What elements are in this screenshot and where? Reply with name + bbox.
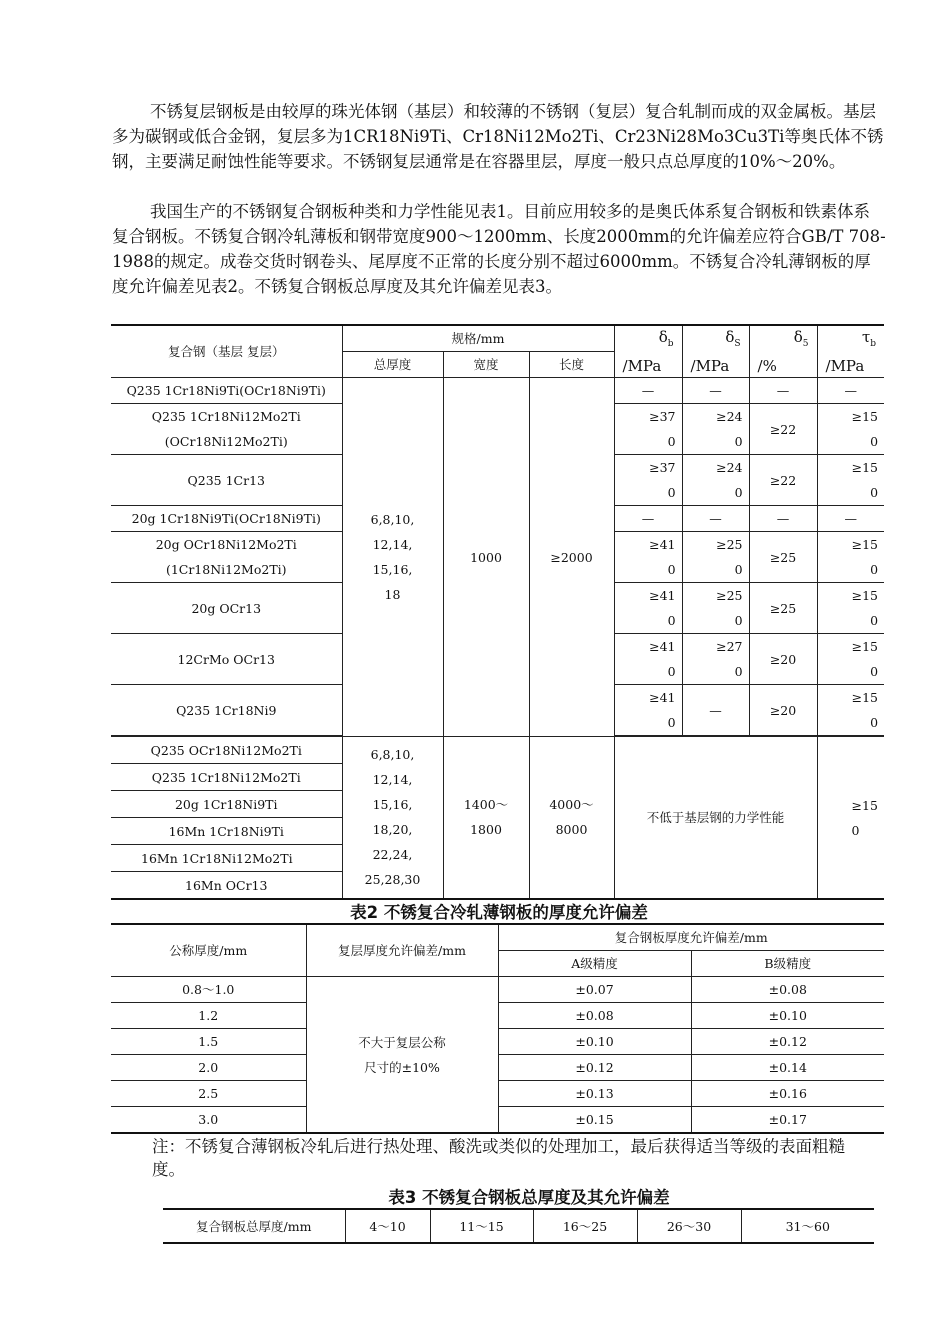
- grade-b-cell: ±0.14: [691, 1055, 884, 1081]
- tb-value: ≥15 0: [851, 537, 879, 577]
- steel-cell: Q235 1Cr18Ni12Mo2Ti: [111, 764, 342, 791]
- nominal-thickness-cell: 1.5: [111, 1029, 306, 1055]
- grade-b-cell: ±0.10: [691, 1003, 884, 1029]
- tb-value: ≥15 0: [851, 460, 879, 500]
- steel-cell: 16Mn OCr13: [111, 872, 342, 900]
- d5-cell: ≥25: [749, 532, 817, 583]
- d5-symbol: δ: [793, 328, 803, 346]
- group2-length: 4000～ 8000: [529, 737, 614, 900]
- db-cell: [614, 583, 682, 634]
- db-subscript: b: [667, 339, 674, 349]
- d5-unit: /%: [757, 357, 777, 375]
- nominal-thickness-cell: 3.0: [111, 1107, 306, 1134]
- ds-cell: —: [682, 685, 749, 736]
- group1-width: 1000: [443, 378, 529, 737]
- db-cell: —: [614, 506, 682, 532]
- tb-cell: [817, 532, 884, 583]
- tb-cell: [817, 583, 884, 634]
- header-db: [614, 325, 682, 378]
- thickness-range-cell: 31～60: [741, 1209, 874, 1243]
- d5-cell: —: [749, 378, 817, 404]
- tb-unit: /MPa: [825, 357, 865, 375]
- total-thickness-label: 复合钢板总厚度/mm: [163, 1209, 345, 1243]
- ds-cell: —: [682, 378, 749, 404]
- ds-cell: [682, 455, 749, 506]
- steel-cell: Q235 OCr18Ni12Mo2Ti: [111, 737, 342, 764]
- steel-cell: 12CrMo OCr13: [111, 634, 342, 685]
- steel-cell: Q235 1Cr18Ni12Mo2Ti (OCr18Ni12Mo2Ti): [111, 404, 342, 455]
- steel-cell: 20g OCr13: [111, 583, 342, 634]
- table-1-clad-steel-properties: [111, 324, 884, 900]
- group2-total-thickness: 6,8,10, 12,14, 15,16, 18,20, 22,24, 25,28,30: [342, 737, 443, 900]
- ds-cell: —: [682, 506, 749, 532]
- table-2-caption: 表2 不锈复合冷轧薄钢板的厚度允许偏差: [350, 903, 648, 922]
- ds-value: ≥25 0: [716, 588, 743, 628]
- ds-subscript: S: [734, 339, 741, 349]
- grade-b-cell: ±0.08: [691, 977, 884, 1003]
- steel-cell: Q235 1Cr13: [111, 455, 342, 506]
- ds-value: ≥24 0: [716, 460, 743, 500]
- table-row: [111, 1055, 884, 1081]
- thickness-range-cell: 26～30: [637, 1209, 741, 1243]
- table-row: [111, 737, 884, 764]
- intro-paragraph-1: [112, 99, 886, 174]
- ds-value: ≥27 0: [716, 639, 743, 679]
- db-cell: [614, 634, 682, 685]
- d5-cell: ≥22: [749, 404, 817, 455]
- header-clad-tolerance: 复层厚度允许偏差/mm: [306, 924, 498, 977]
- grade-a-cell: ±0.07: [498, 977, 691, 1003]
- tb-subscript: b: [870, 339, 877, 349]
- db-cell: —: [614, 378, 682, 404]
- tb-cell: —: [817, 506, 884, 532]
- tb-cell: [817, 455, 884, 506]
- clad-tolerance-cell: 不大于复层公称 尺寸的±10%: [306, 977, 498, 1134]
- thickness-range-cell: 16～25: [533, 1209, 637, 1243]
- ds-symbol: δ: [725, 328, 735, 346]
- ds-cell: [682, 634, 749, 685]
- table-row: [111, 378, 884, 404]
- grade-a-cell: ±0.12: [498, 1055, 691, 1081]
- intro-paragraph-1-text: 不锈复层钢板是由较厚的珠光体钢（基层）和较薄的不锈钢（复层）复合轧制而成的双金属板。基层多为碳钢或低合金钢，复层多为1CR18Ni9Ti、Cr18Ni12Mo2Ti、Cr23Ni28Mo3Cu3Ti等奥氏体不锈钢，主要满足耐蚀性能等要求。不锈钢复层通常是在容器里层，厚度一般只点总厚度的10%～20%。: [112, 102, 884, 171]
- header-nominal-thickness: 公称厚度/mm: [111, 924, 306, 977]
- nominal-thickness-cell: 2.0: [111, 1055, 306, 1081]
- db-cell: [614, 455, 682, 506]
- db-value: ≥41 0: [649, 588, 676, 628]
- d5-cell: ≥20: [749, 685, 817, 736]
- grade-b-cell: ±0.16: [691, 1081, 884, 1107]
- steel-cell: 20g 1Cr18Ni9Ti(OCr18Ni9Ti): [111, 506, 342, 532]
- db-value: ≥37 0: [649, 409, 676, 449]
- group2-width: 1400～ 1800: [443, 737, 529, 900]
- ds-value: ≥25 0: [716, 537, 743, 577]
- table2-header-row: [111, 924, 884, 951]
- tb-value: ≥15 0: [851, 690, 879, 730]
- header-width: 宽度: [443, 352, 529, 378]
- grade-b-cell: ±0.17: [691, 1107, 884, 1134]
- steel-cell: Q235 1Cr18Ni9Ti(OCr18Ni9Ti): [111, 378, 342, 404]
- header-composite-tolerance: 复合钢板厚度允许偏差/mm: [498, 924, 884, 951]
- header-total-thickness: 总厚度: [342, 352, 443, 378]
- group1-total-thickness: 6,8,10, 12,14, 15,16, 18: [342, 378, 443, 737]
- grade-a-cell: ±0.10: [498, 1029, 691, 1055]
- db-cell: [614, 685, 682, 736]
- thickness-range-cell: 4～10: [345, 1209, 430, 1243]
- ds-cell: [682, 404, 749, 455]
- grade-a-cell: ±0.15: [498, 1107, 691, 1134]
- grade-b-cell: ±0.12: [691, 1029, 884, 1055]
- intro-paragraph-2-text: 我国生产的不锈钢复合钢板种类和力学性能见表1。目前应用较多的是奥氏体系复合钢板和铁素体系复合钢板。不锈复合钢冷轧薄板和钢带宽度900～1200mm、长度2000mm的允许偏差应符合GB/T 708-1988的规定。成卷交货时钢卷头、尾厚度不正常的长度分别不超过6000mm。不锈复合冷轧薄钢板的厚度允许偏差见表2。不锈复合钢板总厚度及其允许偏差见表3。: [112, 202, 886, 296]
- table1-header-row: [111, 325, 884, 352]
- group2-tb: [817, 737, 884, 900]
- tb-symbol: τ: [861, 328, 871, 346]
- steel-cell: 20g OCr18Ni12Mo2Ti (1Cr18Ni12Mo2Ti): [111, 532, 342, 583]
- header-d5: [749, 325, 817, 378]
- table-row: [111, 1003, 884, 1029]
- steel-cell: 16Mn 1Cr18Ni12Mo2Ti: [111, 845, 342, 872]
- steel-cell: 20g 1Cr18Ni9Ti: [111, 791, 342, 818]
- table-row: [111, 977, 884, 1003]
- db-value: ≥41 0: [649, 537, 676, 577]
- tb-cell: [817, 685, 884, 736]
- table-3-caption: 表3 不锈复合钢板总厚度及其允许偏差: [388, 1188, 670, 1207]
- table-row: [111, 1081, 884, 1107]
- header-grade-b: B级精度: [691, 951, 884, 977]
- tb-cell: —: [817, 378, 884, 404]
- nominal-thickness-cell: 1.2: [111, 1003, 306, 1029]
- table-row: [111, 1029, 884, 1055]
- tb-value: ≥15 0: [851, 588, 879, 628]
- db-symbol: δ: [658, 328, 668, 346]
- d5-cell: —: [749, 506, 817, 532]
- db-cell: [614, 404, 682, 455]
- db-value: ≥41 0: [649, 690, 676, 730]
- nominal-thickness-cell: 2.5: [111, 1081, 306, 1107]
- tb-value: ≥15 0: [851, 409, 879, 449]
- thickness-range-cell: 11～15: [430, 1209, 533, 1243]
- tb-cell: [817, 634, 884, 685]
- header-length: 长度: [529, 352, 614, 378]
- header-tb: [817, 325, 884, 378]
- table-2-thickness-tolerance: [111, 923, 884, 1134]
- d5-cell: ≥25: [749, 583, 817, 634]
- intro-paragraph-2: [112, 199, 886, 299]
- table-2-note: 注：不锈复合薄钢板冷轧后进行热处理、酸洗或类似的处理加工，最后获得适当等级的表面粗糙度。: [152, 1137, 845, 1179]
- ds-cell: [682, 532, 749, 583]
- db-cell: [614, 532, 682, 583]
- ds-value: ≥24 0: [716, 409, 743, 449]
- grade-a-cell: ±0.13: [498, 1081, 691, 1107]
- group2-properties: 不低于基层钢的力学性能: [614, 737, 817, 900]
- ds-unit: /MPa: [690, 357, 730, 375]
- group1-length: ≥2000: [529, 378, 614, 737]
- table-3-total-thickness: [163, 1208, 874, 1244]
- tb-value: ≥15 0: [851, 797, 878, 838]
- header-spec: 规格/mm: [342, 325, 614, 352]
- db-value: ≥37 0: [649, 460, 676, 500]
- tb-cell: [817, 404, 884, 455]
- steel-cell: 16Mn 1Cr18Ni9Ti: [111, 818, 342, 845]
- header-grade-a: A级精度: [498, 951, 691, 977]
- db-unit: /MPa: [622, 357, 662, 375]
- tb-value: ≥15 0: [851, 639, 879, 679]
- d5-cell: ≥20: [749, 634, 817, 685]
- header-steel: 复合钢（基层 复层）: [111, 325, 342, 378]
- ds-cell: [682, 583, 749, 634]
- d5-cell: ≥22: [749, 455, 817, 506]
- table-row: [111, 1107, 884, 1134]
- header-ds: [682, 325, 749, 378]
- nominal-thickness-cell: 0.8～1.0: [111, 977, 306, 1003]
- grade-a-cell: ±0.08: [498, 1003, 691, 1029]
- db-value: ≥41 0: [649, 639, 676, 679]
- steel-cell: Q235 1Cr18Ni9: [111, 685, 342, 736]
- d5-subscript: 5: [802, 339, 809, 349]
- table-row: [163, 1209, 874, 1243]
